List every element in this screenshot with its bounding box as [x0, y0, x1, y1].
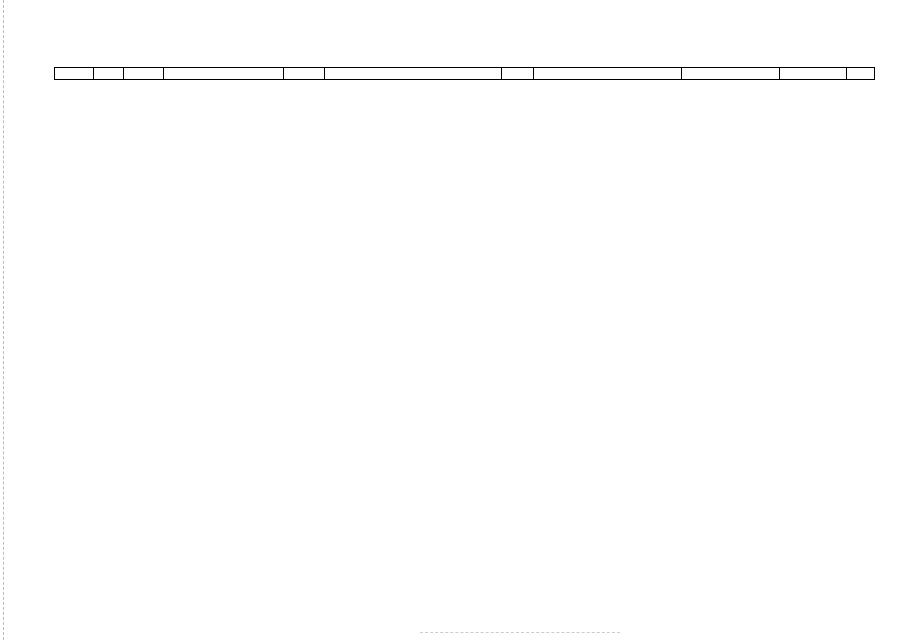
header-cell: [847, 68, 875, 80]
margin-marks: [3, 0, 5, 640]
header-cell: [55, 68, 94, 80]
scan-marks: [420, 632, 620, 634]
header-row: [55, 68, 875, 80]
budget-table: [54, 67, 875, 80]
header-cell: [164, 68, 284, 80]
header-cell: [502, 68, 534, 80]
header-cell: [124, 68, 164, 80]
header-cell: [325, 68, 502, 80]
header-cell: [284, 68, 325, 80]
header-cell: [94, 68, 124, 80]
header-cell: [780, 68, 847, 80]
header-cell: [534, 68, 682, 80]
header-cell: [682, 68, 780, 80]
